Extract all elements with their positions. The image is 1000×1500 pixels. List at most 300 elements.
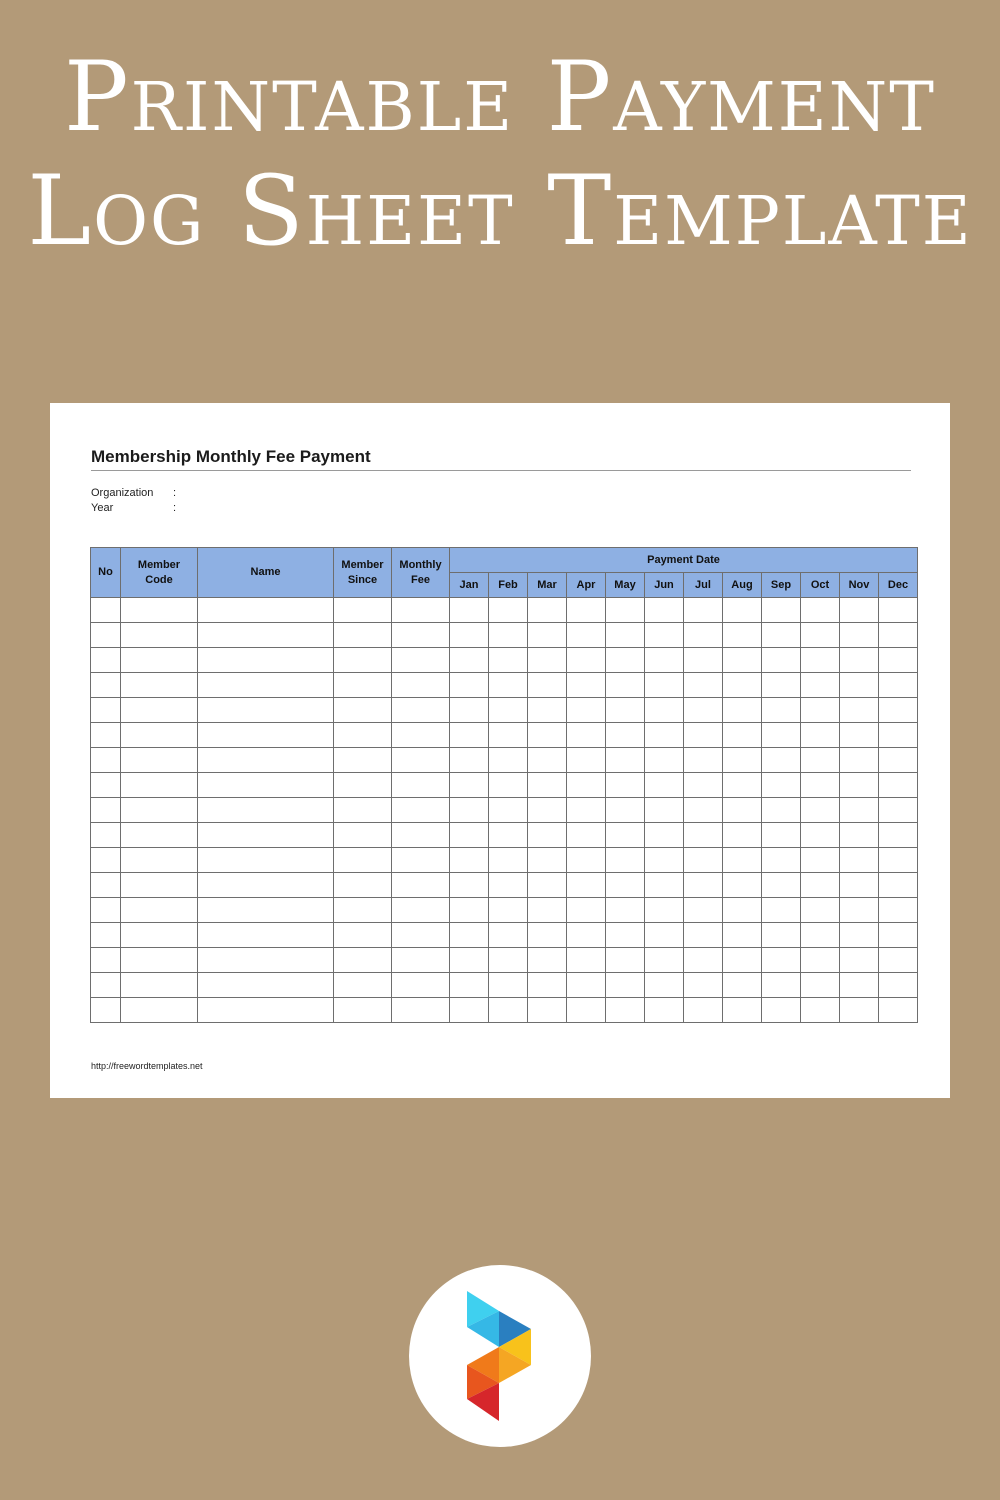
table-cell xyxy=(450,948,489,973)
table-cell xyxy=(198,598,334,623)
table-cell xyxy=(334,748,392,773)
table-cell xyxy=(121,923,198,948)
table-row xyxy=(91,848,918,873)
table-cell xyxy=(198,773,334,798)
table-cell xyxy=(91,623,121,648)
table-cell xyxy=(489,948,528,973)
table-cell xyxy=(334,648,392,673)
table-cell xyxy=(91,798,121,823)
table-cell xyxy=(762,998,801,1023)
table-cell xyxy=(840,923,879,948)
table-cell xyxy=(879,648,918,673)
table-cell xyxy=(606,648,645,673)
table-cell xyxy=(723,698,762,723)
table-cell xyxy=(334,798,392,823)
table-cell xyxy=(801,798,840,823)
table-row xyxy=(91,598,918,623)
header-month-jun: Jun xyxy=(645,573,684,598)
header-month-mar: Mar xyxy=(528,573,567,598)
poster-title-line-1: Printable Payment xyxy=(63,41,936,153)
table-cell xyxy=(645,823,684,848)
table-cell xyxy=(840,748,879,773)
table-cell xyxy=(91,748,121,773)
table-cell xyxy=(606,623,645,648)
table-cell xyxy=(334,998,392,1023)
table-cell xyxy=(392,648,450,673)
table-cell xyxy=(198,623,334,648)
brand-p-logo-icon xyxy=(409,1265,591,1447)
table-cell xyxy=(567,898,606,923)
table-cell xyxy=(879,673,918,698)
table-cell xyxy=(645,673,684,698)
table-cell xyxy=(723,998,762,1023)
table-cell xyxy=(606,848,645,873)
table-cell xyxy=(528,673,567,698)
table-cell xyxy=(645,748,684,773)
header-month-may: May xyxy=(606,573,645,598)
year-separator: : xyxy=(173,502,177,514)
table-cell xyxy=(528,948,567,973)
table-cell xyxy=(450,698,489,723)
table-cell xyxy=(645,798,684,823)
table-cell xyxy=(567,998,606,1023)
table-cell xyxy=(121,773,198,798)
table-cell xyxy=(801,848,840,873)
table-cell xyxy=(723,898,762,923)
table-cell xyxy=(606,923,645,948)
table-cell xyxy=(450,923,489,948)
table-cell xyxy=(567,948,606,973)
table-cell xyxy=(392,623,450,648)
table-cell xyxy=(121,723,198,748)
table-cell xyxy=(567,748,606,773)
header-month-apr: Apr xyxy=(567,573,606,598)
table-cell xyxy=(528,648,567,673)
payment-log-table xyxy=(90,547,918,1023)
table-cell xyxy=(198,748,334,773)
poster-title-line-2: Log Sheet Template xyxy=(27,155,973,267)
table-cell xyxy=(684,848,723,873)
table-cell xyxy=(645,973,684,998)
table-cell xyxy=(489,998,528,1023)
table-cell xyxy=(801,598,840,623)
table-row xyxy=(91,648,918,673)
table-cell xyxy=(334,773,392,798)
table-cell xyxy=(567,773,606,798)
table-cell xyxy=(606,798,645,823)
table-cell xyxy=(198,798,334,823)
table-cell xyxy=(198,948,334,973)
table-cell xyxy=(198,923,334,948)
table-cell xyxy=(567,723,606,748)
table-cell xyxy=(392,848,450,873)
table-cell xyxy=(489,823,528,848)
table-cell xyxy=(723,873,762,898)
table-cell xyxy=(840,848,879,873)
table-cell xyxy=(198,823,334,848)
table-cell xyxy=(879,873,918,898)
table-cell xyxy=(489,798,528,823)
table-cell xyxy=(879,598,918,623)
table-row xyxy=(91,998,918,1023)
table-cell xyxy=(91,698,121,723)
table-cell xyxy=(567,648,606,673)
table-cell xyxy=(121,898,198,923)
table-cell xyxy=(801,723,840,748)
table-cell xyxy=(198,698,334,723)
table-cell xyxy=(91,998,121,1023)
header-month-aug: Aug xyxy=(723,573,762,598)
table-cell xyxy=(334,723,392,748)
organization-separator: : xyxy=(173,487,177,499)
table-cell xyxy=(121,598,198,623)
table-cell xyxy=(645,648,684,673)
table-cell xyxy=(840,773,879,798)
table-cell xyxy=(567,923,606,948)
table-cell xyxy=(723,723,762,748)
table-cell xyxy=(684,598,723,623)
table-cell xyxy=(91,773,121,798)
table-row xyxy=(91,898,918,923)
year-label: Year xyxy=(91,502,114,514)
table-cell xyxy=(450,848,489,873)
table-cell xyxy=(91,598,121,623)
table-cell xyxy=(334,823,392,848)
table-cell xyxy=(489,648,528,673)
table-cell xyxy=(334,848,392,873)
title-divider xyxy=(91,470,911,471)
table-cell xyxy=(198,673,334,698)
table-cell xyxy=(762,848,801,873)
table-cell xyxy=(91,823,121,848)
table-row xyxy=(91,798,918,823)
table-cell xyxy=(392,873,450,898)
table-cell xyxy=(801,648,840,673)
table-cell xyxy=(801,873,840,898)
table-cell xyxy=(879,923,918,948)
header-month-jul: Jul xyxy=(684,573,723,598)
table-row xyxy=(91,923,918,948)
table-cell xyxy=(392,948,450,973)
table-cell xyxy=(684,923,723,948)
table-cell xyxy=(645,698,684,723)
header-row xyxy=(91,548,918,573)
table-cell xyxy=(450,873,489,898)
table-cell xyxy=(198,998,334,1023)
table-cell xyxy=(762,648,801,673)
table-cell xyxy=(450,648,489,673)
table-cell xyxy=(762,798,801,823)
table-row xyxy=(91,823,918,848)
table-cell xyxy=(645,873,684,898)
table-cell xyxy=(762,598,801,623)
table-row xyxy=(91,623,918,648)
table-cell xyxy=(723,948,762,973)
table-row xyxy=(91,673,918,698)
header-member-code-line2: Code xyxy=(145,573,173,586)
table-cell xyxy=(723,823,762,848)
table-cell xyxy=(879,823,918,848)
header-no: No xyxy=(91,548,121,598)
table-cell xyxy=(334,898,392,923)
table-cell xyxy=(121,798,198,823)
table-cell xyxy=(879,973,918,998)
table-cell xyxy=(606,773,645,798)
table-cell xyxy=(392,773,450,798)
table-cell xyxy=(567,698,606,723)
table-cell xyxy=(528,798,567,823)
table-cell xyxy=(334,948,392,973)
table-cell xyxy=(840,873,879,898)
table-cell xyxy=(684,973,723,998)
table-cell xyxy=(840,898,879,923)
footer-url: http://freewordtemplates.net xyxy=(91,1061,203,1071)
table-cell xyxy=(762,948,801,973)
table-cell xyxy=(879,773,918,798)
table-cell xyxy=(567,823,606,848)
table-cell xyxy=(879,723,918,748)
year-field xyxy=(91,502,176,514)
table-cell xyxy=(606,898,645,923)
table-cell xyxy=(879,998,918,1023)
table-cell xyxy=(723,848,762,873)
table-cell xyxy=(91,723,121,748)
table-cell xyxy=(450,898,489,923)
table-cell xyxy=(567,673,606,698)
table-cell xyxy=(91,673,121,698)
table-cell xyxy=(645,998,684,1023)
table-cell xyxy=(684,623,723,648)
table-cell xyxy=(762,773,801,798)
table-cell xyxy=(528,598,567,623)
table-cell xyxy=(606,698,645,723)
table-cell xyxy=(723,748,762,773)
table-cell xyxy=(840,698,879,723)
table-cell xyxy=(840,623,879,648)
table-cell xyxy=(684,773,723,798)
table-cell xyxy=(528,898,567,923)
table-body xyxy=(91,598,918,1023)
table-cell xyxy=(91,848,121,873)
table-cell xyxy=(392,598,450,623)
table-cell xyxy=(879,698,918,723)
table-cell xyxy=(489,923,528,948)
table-cell xyxy=(334,923,392,948)
table-cell xyxy=(684,948,723,973)
document-sheet xyxy=(50,403,950,1098)
table-cell xyxy=(645,848,684,873)
table-cell xyxy=(567,798,606,823)
table-cell xyxy=(198,648,334,673)
table-cell xyxy=(450,673,489,698)
table-cell xyxy=(762,748,801,773)
table-row xyxy=(91,723,918,748)
table-cell xyxy=(91,873,121,898)
table-cell xyxy=(645,773,684,798)
header-member-since-line2: Since xyxy=(347,573,378,586)
table-row xyxy=(91,698,918,723)
table-cell xyxy=(91,648,121,673)
table-cell xyxy=(762,673,801,698)
table-cell xyxy=(879,948,918,973)
table-cell xyxy=(645,723,684,748)
logo-badge xyxy=(409,1265,591,1447)
table-cell xyxy=(762,873,801,898)
table-cell xyxy=(684,698,723,723)
table-cell xyxy=(450,598,489,623)
table-cell xyxy=(392,898,450,923)
table-cell xyxy=(645,598,684,623)
table-cell xyxy=(450,748,489,773)
table-cell xyxy=(879,848,918,873)
table-cell xyxy=(528,873,567,898)
table-cell xyxy=(606,598,645,623)
table-cell xyxy=(567,848,606,873)
table-cell xyxy=(801,623,840,648)
table-cell xyxy=(528,923,567,948)
table-row xyxy=(91,773,918,798)
table-cell xyxy=(567,598,606,623)
table-cell xyxy=(489,773,528,798)
table-cell xyxy=(450,998,489,1023)
table-cell xyxy=(723,623,762,648)
table-cell xyxy=(840,973,879,998)
table-cell xyxy=(762,698,801,723)
table-cell xyxy=(91,923,121,948)
table-cell xyxy=(801,923,840,948)
table-cell xyxy=(567,973,606,998)
table-cell xyxy=(334,973,392,998)
table-cell xyxy=(334,598,392,623)
table-cell xyxy=(567,873,606,898)
table-cell xyxy=(334,623,392,648)
table-row xyxy=(91,948,918,973)
table-cell xyxy=(91,973,121,998)
table-cell xyxy=(645,923,684,948)
table-cell xyxy=(723,598,762,623)
table-cell xyxy=(606,948,645,973)
header-member-code-line1: Member xyxy=(137,558,181,571)
table-cell xyxy=(198,973,334,998)
table-cell xyxy=(121,673,198,698)
table-cell xyxy=(489,598,528,623)
table-cell xyxy=(489,873,528,898)
table-cell xyxy=(91,948,121,973)
header-month-sep: Sep xyxy=(762,573,801,598)
table-cell xyxy=(198,873,334,898)
table-cell xyxy=(489,673,528,698)
table-cell xyxy=(489,748,528,773)
table-cell xyxy=(840,798,879,823)
table-cell xyxy=(645,623,684,648)
table-cell xyxy=(762,723,801,748)
table-cell xyxy=(723,798,762,823)
table-cell xyxy=(392,673,450,698)
table-cell xyxy=(334,698,392,723)
table-cell xyxy=(879,898,918,923)
table-cell xyxy=(121,873,198,898)
table-cell xyxy=(528,973,567,998)
table-cell xyxy=(121,998,198,1023)
table-cell xyxy=(723,773,762,798)
table-cell xyxy=(392,973,450,998)
table-cell xyxy=(840,823,879,848)
table-cell xyxy=(879,798,918,823)
table-cell xyxy=(879,748,918,773)
table-cell xyxy=(198,848,334,873)
table-cell xyxy=(723,673,762,698)
table-cell xyxy=(489,623,528,648)
table-cell xyxy=(801,998,840,1023)
table-cell xyxy=(528,773,567,798)
table-cell xyxy=(334,873,392,898)
table-cell xyxy=(762,823,801,848)
table-cell xyxy=(840,723,879,748)
table-cell xyxy=(392,998,450,1023)
table-cell xyxy=(606,823,645,848)
header-member-since-line1: Member xyxy=(341,558,384,571)
table-cell xyxy=(684,723,723,748)
table-cell xyxy=(762,923,801,948)
table-cell xyxy=(392,798,450,823)
table-cell xyxy=(684,798,723,823)
table-cell xyxy=(121,823,198,848)
table-cell xyxy=(91,898,121,923)
header-member-code xyxy=(121,548,198,598)
table-cell xyxy=(450,623,489,648)
table-cell xyxy=(121,748,198,773)
table-cell xyxy=(450,723,489,748)
table-cell xyxy=(762,973,801,998)
table-cell xyxy=(121,973,198,998)
table-cell xyxy=(801,698,840,723)
table-row xyxy=(91,748,918,773)
table-cell xyxy=(684,898,723,923)
table-cell xyxy=(528,698,567,723)
table-cell xyxy=(762,898,801,923)
table-cell xyxy=(334,673,392,698)
table-cell xyxy=(392,748,450,773)
table-cell xyxy=(121,698,198,723)
header-month-feb: Feb xyxy=(489,573,528,598)
table-cell xyxy=(392,923,450,948)
table-cell xyxy=(840,948,879,973)
table-cell xyxy=(198,723,334,748)
table-cell xyxy=(606,748,645,773)
table-cell xyxy=(392,723,450,748)
header-monthly-fee-line2: Fee xyxy=(411,573,430,586)
header-member-since xyxy=(334,548,392,598)
table-cell xyxy=(450,773,489,798)
poster-title xyxy=(0,40,1000,268)
table-cell xyxy=(489,973,528,998)
header-month-nov: Nov xyxy=(840,573,879,598)
table-cell xyxy=(684,873,723,898)
table-cell xyxy=(684,998,723,1023)
table-cell xyxy=(528,748,567,773)
table-cell xyxy=(489,848,528,873)
table-cell xyxy=(840,598,879,623)
table-cell xyxy=(801,948,840,973)
header-month-jan: Jan xyxy=(450,573,489,598)
table-cell xyxy=(121,848,198,873)
table-cell xyxy=(879,623,918,648)
table-cell xyxy=(121,648,198,673)
table-cell xyxy=(606,873,645,898)
header-monthly-fee xyxy=(392,548,450,598)
table-cell xyxy=(645,898,684,923)
table-cell xyxy=(801,823,840,848)
